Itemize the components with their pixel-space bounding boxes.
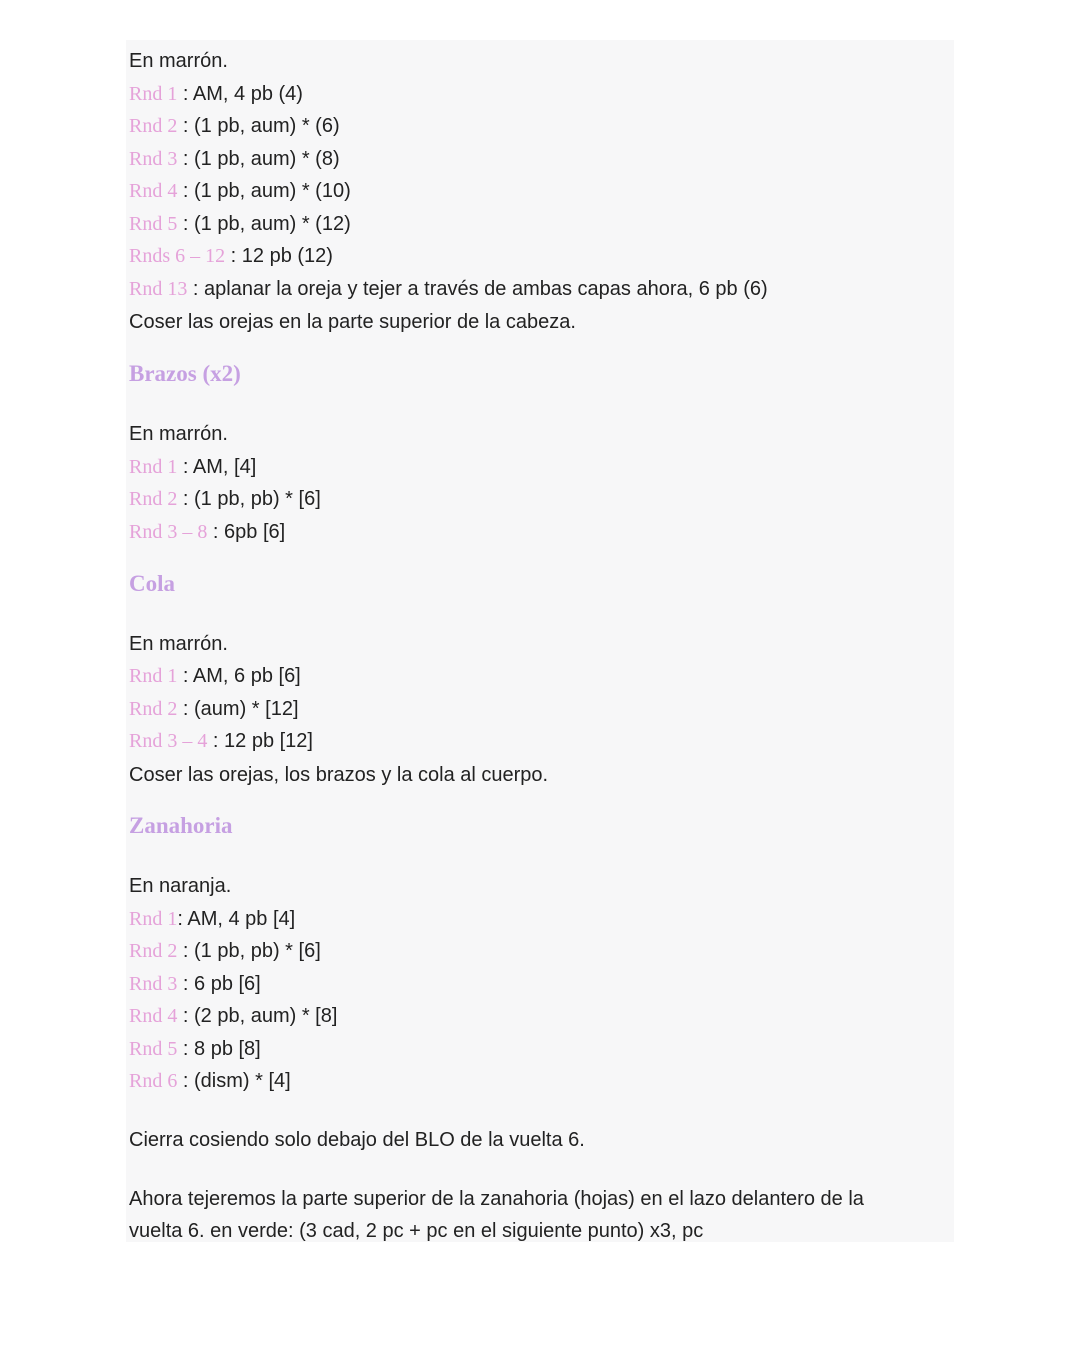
round-text: : 6 pb [6] <box>177 973 261 995</box>
carrot-intro: En naranja. <box>129 875 232 897</box>
round-label: Rnd 3 – 4 <box>129 730 208 752</box>
round-line <box>129 453 256 481</box>
round-line <box>129 518 285 546</box>
round-label: Rnd 6 <box>129 1070 178 1092</box>
round-line <box>129 727 313 755</box>
round-line <box>129 80 303 108</box>
round-text: : (1 pb, aum) * (10) <box>177 180 351 202</box>
round-text: : (2 pb, aum) * [8] <box>177 1005 338 1027</box>
round-label: Rnd 4 <box>129 1005 178 1027</box>
section-heading-tail: Cola <box>129 571 175 596</box>
round-text: : (1 pb, pb) * [6] <box>177 940 321 962</box>
round-line <box>129 937 321 965</box>
round-label: Rnd 4 <box>129 180 178 202</box>
carrot-top-note-line2: vuelta 6. en verde: (3 cad, 2 pc + pc en el siguiente punto) x3, pc <box>129 1220 704 1242</box>
round-line <box>129 905 295 933</box>
round-label: Rnd 13 <box>129 278 188 300</box>
round-line <box>129 145 340 173</box>
round-label: Rnd 1 <box>129 83 178 105</box>
round-label: Rnd 5 <box>129 1038 178 1060</box>
round-label: Rnds 6 – 12 <box>129 245 226 267</box>
ears-note: Coser las orejas en la parte superior de la cabeza. <box>129 311 576 333</box>
round-text: : AM, [4] <box>177 456 257 478</box>
carrot-top-note-line1: Ahora tejeremos la parte superior de la zanahoria (hojas) en el lazo delantero de la <box>129 1188 864 1210</box>
round-label: Rnd 2 <box>129 115 178 137</box>
round-label: Rnd 3 – 8 <box>129 521 208 543</box>
round-text: : 12 pb [12] <box>207 730 313 752</box>
round-label: Rnd 2 <box>129 940 178 962</box>
round-text: : 12 pb (12) <box>225 245 333 267</box>
section-heading-arms: Brazos (x2) <box>129 361 241 386</box>
round-label: Rnd 2 <box>129 698 178 720</box>
round-text: : (dism) * [4] <box>177 1070 291 1092</box>
round-text: : AM, 6 pb [6] <box>177 665 301 687</box>
round-line <box>129 970 261 998</box>
round-text: : (1 pb, aum) * (12) <box>177 213 351 235</box>
round-line <box>129 485 321 513</box>
round-line <box>129 177 351 205</box>
round-line <box>129 1067 291 1095</box>
round-label: Rnd 3 <box>129 973 178 995</box>
round-text: : 6pb [6] <box>207 521 286 543</box>
ears-intro: En marrón. <box>129 50 228 72</box>
round-label: Rnd 3 <box>129 148 178 170</box>
round-label: Rnd 1 <box>129 908 178 930</box>
round-line <box>129 1035 261 1063</box>
round-line <box>129 1002 337 1030</box>
section-heading-carrot: Zanahoria <box>129 813 233 838</box>
round-line <box>129 662 301 690</box>
tail-intro: En marrón. <box>129 633 228 655</box>
round-line <box>129 242 333 270</box>
round-text: : (1 pb, aum) * (8) <box>177 148 340 170</box>
carrot-close-note: Cierra cosiendo solo debajo del BLO de la vuelta 6. <box>129 1129 585 1151</box>
round-line <box>129 275 768 303</box>
tail-note: Coser las orejas, los brazos y la cola al cuerpo. <box>129 764 549 786</box>
round-label: Rnd 1 <box>129 456 178 478</box>
round-text: : (aum) * [12] <box>177 698 299 720</box>
arms-intro: En marrón. <box>129 423 228 445</box>
round-text: : AM, 4 pb (4) <box>177 83 303 105</box>
round-text: : aplanar la oreja y tejer a través de ambas capas ahora, 6 pb (6) <box>187 278 768 300</box>
round-text: : 8 pb [8] <box>177 1038 261 1060</box>
round-line <box>129 112 340 140</box>
round-label: Rnd 5 <box>129 213 178 235</box>
round-text: : (1 pb, aum) * (6) <box>177 115 340 137</box>
round-label: Rnd 1 <box>129 665 178 687</box>
round-line <box>129 210 351 238</box>
round-line <box>129 695 299 723</box>
round-label: Rnd 2 <box>129 488 178 510</box>
round-text: : (1 pb, pb) * [6] <box>177 488 321 510</box>
round-text: : AM, 4 pb [4] <box>177 908 296 930</box>
